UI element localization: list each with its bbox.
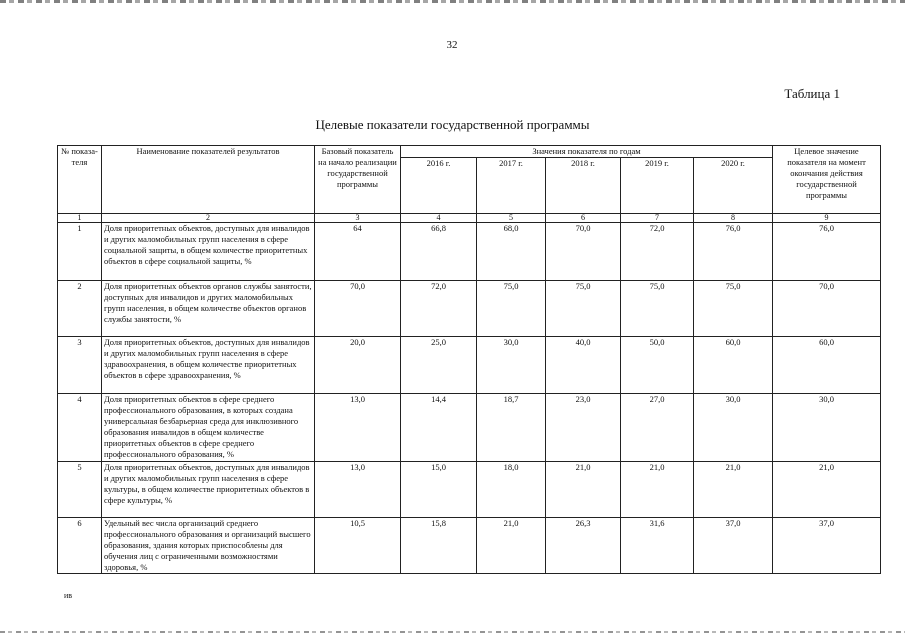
header-name: Наименование показателей результатов [102,146,315,214]
row-value: 30,0 [477,337,546,394]
row-value: 72,0 [401,281,477,337]
row-value: 21,0 [546,462,621,518]
row-target: 76,0 [773,223,881,281]
row-name: Доля приоритетных объектов, доступных для инвалидов и других маломобильных групп населения в сфере социальной защиты, в общем количестве приоритетных объектов в сфере социальной защиты, % [102,223,315,281]
column-number: 3 [315,214,401,223]
row-base: 20,0 [315,337,401,394]
row-num: 3 [58,337,102,394]
table-row [58,281,881,337]
row-num: 6 [58,518,102,574]
table-row [58,518,881,574]
scan-edge-top [0,0,905,3]
row-name: Доля приоритетных объектов в сфере среднего профессионального образования, в которых создана универсальная безбарьерная среда для инклюзивного образования инвалидов в общем количестве приоритетных объектов в сфере среднего профессионального образования, % [102,394,315,462]
row-value: 70,0 [546,223,621,281]
row-value: 72,0 [621,223,694,281]
row-value: 30,0 [694,394,773,462]
row-value: 66,8 [401,223,477,281]
row-value: 26,3 [546,518,621,574]
table-label: Таблица 1 [784,86,840,101]
row-value: 21,0 [621,462,694,518]
row-value: 75,0 [477,281,546,337]
row-value: 60,0 [694,337,773,394]
row-num: 1 [58,223,102,281]
header-target: Целевое значение показателя на момент окончания действия государственной программы [773,146,881,214]
row-target: 37,0 [773,518,881,574]
header-base: Базовый показатель на начало реализации государственной программы [315,146,401,214]
column-number: 2 [102,214,315,223]
row-num: 4 [58,394,102,462]
header-year: 2019 г. [621,158,694,214]
row-value: 31,6 [621,518,694,574]
row-value: 75,0 [546,281,621,337]
row-name: Доля приоритетных объектов, доступных для инвалидов и других маломобильных групп населения в сфере здравоохранения, в общем количестве приоритетных объектов в сфере здравоохранения, % [102,337,315,394]
indicators-table [57,145,881,574]
row-target: 30,0 [773,394,881,462]
column-number: 5 [477,214,546,223]
row-value: 14,4 [401,394,477,462]
header-year: 2017 г. [477,158,546,214]
column-number: 1 [58,214,102,223]
row-num: 5 [58,462,102,518]
row-value: 18,0 [477,462,546,518]
header-num: № показа-теля [58,146,102,214]
row-name: Доля приоритетных объектов, доступных для инвалидов и других маломобильных групп населения в сфере культуры, в общем количестве приоритетных объектов в сфере культуры, % [102,462,315,518]
row-value: 23,0 [546,394,621,462]
footer-mark: ив [64,591,73,600]
row-base: 13,0 [315,394,401,462]
row-base: 10,5 [315,518,401,574]
row-value: 75,0 [694,281,773,337]
column-number: 8 [694,214,773,223]
row-value: 21,0 [694,462,773,518]
column-number: 7 [621,214,694,223]
page-number: 32 [446,39,458,51]
table-row [58,394,881,462]
row-value: 27,0 [621,394,694,462]
row-value: 68,0 [477,223,546,281]
column-number: 4 [401,214,477,223]
row-target: 60,0 [773,337,881,394]
column-number: 9 [773,214,881,223]
row-value: 76,0 [694,223,773,281]
row-value: 50,0 [621,337,694,394]
row-value: 21,0 [477,518,546,574]
row-base: 64 [315,223,401,281]
header-year: 2020 г. [694,158,773,214]
row-name: Удельный вес числа организаций среднего профессионального образования и организаций высшего образования, здания которых приспособлены для обучения лиц с ограниченными возможностями здоровья, % [102,518,315,574]
header-years-group: Значения показателя по годам [401,146,773,158]
row-value: 15,8 [401,518,477,574]
row-value: 75,0 [621,281,694,337]
column-number-row [58,214,881,223]
row-value: 18,7 [477,394,546,462]
row-value: 15,0 [401,462,477,518]
document-title: Целевые показатели государственной программы [315,117,590,132]
row-target: 70,0 [773,281,881,337]
table-row [58,462,881,518]
header-year: 2016 г. [401,158,477,214]
row-base: 13,0 [315,462,401,518]
row-name: Доля приоритетных объектов органов службы занятости, доступных для инвалидов и других маломобильных групп населения, в общем количестве объектов органов службы занятости, % [102,281,315,337]
row-base: 70,0 [315,281,401,337]
row-num: 2 [58,281,102,337]
row-value: 40,0 [546,337,621,394]
table-row [58,337,881,394]
table-row [58,223,881,281]
row-value: 37,0 [694,518,773,574]
row-target: 21,0 [773,462,881,518]
scan-edge-bottom [0,631,905,633]
header-year: 2018 г. [546,158,621,214]
column-number: 6 [546,214,621,223]
row-value: 25,0 [401,337,477,394]
